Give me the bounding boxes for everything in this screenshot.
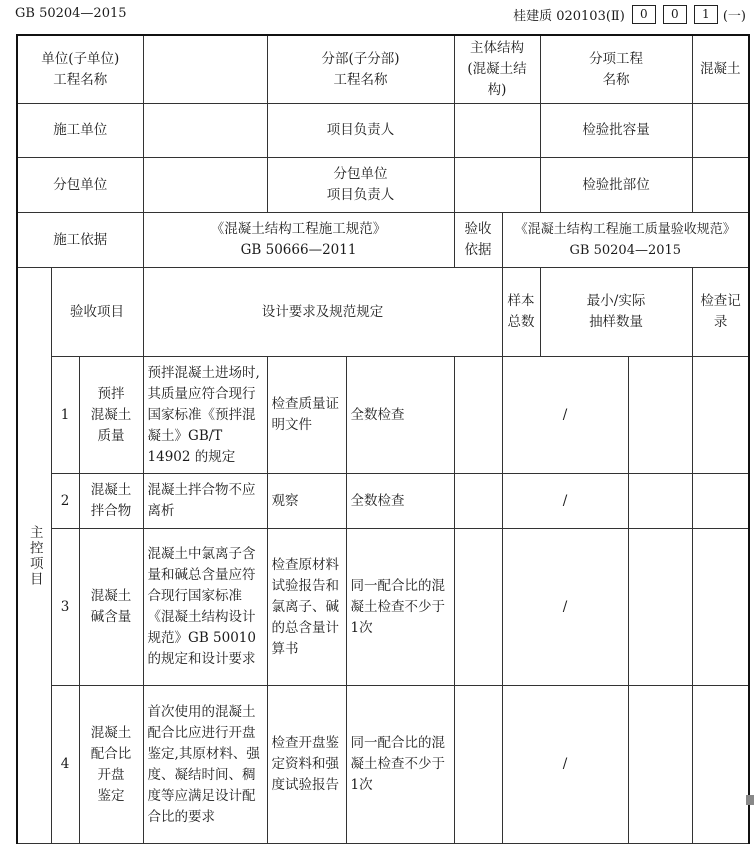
subcontractor-pm-value[interactable] xyxy=(454,158,540,213)
col-requirement-header: 设计要求及规范规定 xyxy=(143,268,502,357)
row-sample-total[interactable] xyxy=(454,686,502,844)
row-number: 2 xyxy=(51,474,79,529)
unit-name-value[interactable] xyxy=(143,35,267,104)
row-check-method: 检查质量证明文件 xyxy=(267,357,346,474)
row-number: 3 xyxy=(51,529,79,686)
row-min-sample[interactable]: / xyxy=(502,357,628,474)
row-item-name: 混凝土 碱含量 xyxy=(79,529,143,686)
row-record[interactable] xyxy=(628,529,692,686)
row-check-quantity: 同一配合比的混凝土检查不少于1次 xyxy=(346,686,454,844)
subitem-name-label: 分项工程 名称 xyxy=(540,35,692,104)
row-check-quantity: 全数检查 xyxy=(346,357,454,474)
row-result[interactable] xyxy=(692,474,749,529)
project-manager-value[interactable] xyxy=(454,104,540,158)
subitem-name-value: 混凝土 xyxy=(692,35,749,104)
batch-capacity-label: 检验批容量 xyxy=(540,104,692,158)
constructor-label: 施工单位 xyxy=(17,104,143,158)
row-item-name: 预拌 混凝土 质量 xyxy=(79,357,143,474)
subcontractor-label: 分包单位 xyxy=(17,158,143,213)
row-sample-total[interactable] xyxy=(454,357,502,474)
form-box: 1 xyxy=(694,5,718,24)
form-suffix: (一) xyxy=(722,9,746,24)
main-control-section xyxy=(17,268,51,844)
acceptance-basis-label: 验收依据 xyxy=(454,213,502,268)
row-check-method: 检查开盘鉴定资料和强度试验报告 xyxy=(267,686,346,844)
row-item-name: 混凝土 配合比 开盘 鉴定 xyxy=(79,686,143,844)
col-sample-total-header: 样本 总数 xyxy=(502,268,540,357)
inspection-form xyxy=(16,34,750,844)
row-requirement: 混凝土中氯离子含量和碱总含量应符合现行国家标准《混凝土结构设计规范》GB 50010 的规定和设计要求 xyxy=(143,529,267,686)
row-record[interactable] xyxy=(628,357,692,474)
row-requirement: 首次使用的混凝土配合比应进行开盘鉴定,其原材料、强度、凝结时间、稠度等应满足设计配合比的要求 xyxy=(143,686,267,844)
subcontractor-pm-label: 分包单位 项目负责人 xyxy=(267,158,454,213)
project-manager-label: 项目负责人 xyxy=(267,104,454,158)
row-check-quantity: 全数检查 xyxy=(346,474,454,529)
row-number: 1 xyxy=(51,357,79,474)
row-record[interactable] xyxy=(628,474,692,529)
row-result[interactable] xyxy=(692,529,749,686)
batch-location-label: 检验批部位 xyxy=(540,158,692,213)
row-min-sample[interactable]: / xyxy=(502,686,628,844)
row-requirement: 混凝土拌合物不应离析 xyxy=(143,474,267,529)
form-number xyxy=(513,5,746,24)
col-min-sample-header: 最小/实际 抽样数量 xyxy=(540,268,692,357)
row-check-method: 检查原材料试验报告和氯离子、碱的总含量计算书 xyxy=(267,529,346,686)
construction-basis-value: 《混凝土结构工程施工规范》 GB 50666—2011 xyxy=(143,213,454,268)
row-requirement: 预拌混凝土进场时,其质量应符合现行国家标准《预拌混凝土》GB/T 14902 的规定 xyxy=(143,357,267,474)
constructor-value[interactable] xyxy=(143,104,267,158)
row-number: 4 xyxy=(51,686,79,844)
form-code: 桂建质 020103(Ⅱ) xyxy=(513,9,625,24)
row-item-name: 混凝土 拌合物 xyxy=(79,474,143,529)
page-edge-mark xyxy=(746,795,754,805)
col-item-header: 验收项目 xyxy=(51,268,143,357)
division-name-label: 分部(子分部) 工程名称 xyxy=(267,35,454,104)
batch-location-value[interactable] xyxy=(692,158,749,213)
form-box: 0 xyxy=(663,5,687,24)
table-row xyxy=(17,474,749,529)
division-name-value: 主体结构 (混凝土结构) xyxy=(454,35,540,104)
row-min-sample[interactable]: / xyxy=(502,474,628,529)
subcontractor-value[interactable] xyxy=(143,158,267,213)
row-min-sample[interactable]: / xyxy=(502,529,628,686)
row-check-quantity: 同一配合比的混凝土检查不少于1次 xyxy=(346,529,454,686)
row-sample-total[interactable] xyxy=(454,474,502,529)
construction-basis-label: 施工依据 xyxy=(17,213,143,268)
row-sample-total[interactable] xyxy=(454,529,502,686)
row-record[interactable] xyxy=(628,686,692,844)
table-row xyxy=(17,529,749,686)
table-row xyxy=(17,357,749,474)
batch-capacity-value[interactable] xyxy=(692,104,749,158)
row-result[interactable] xyxy=(692,686,749,844)
table-row xyxy=(17,686,749,844)
acceptance-basis-value: 《混凝土结构工程施工质量验收规范》 GB 50204—2015 xyxy=(502,213,749,268)
col-record-header: 检查记录 xyxy=(692,268,749,357)
section-label: 主控项目 xyxy=(26,524,43,587)
row-result[interactable] xyxy=(692,357,749,474)
row-check-method: 观察 xyxy=(267,474,346,529)
standard-code: GB 50204—2015 xyxy=(15,6,127,21)
form-box: 0 xyxy=(632,5,656,24)
unit-name-label: 单位(子单位) 工程名称 xyxy=(17,35,143,104)
